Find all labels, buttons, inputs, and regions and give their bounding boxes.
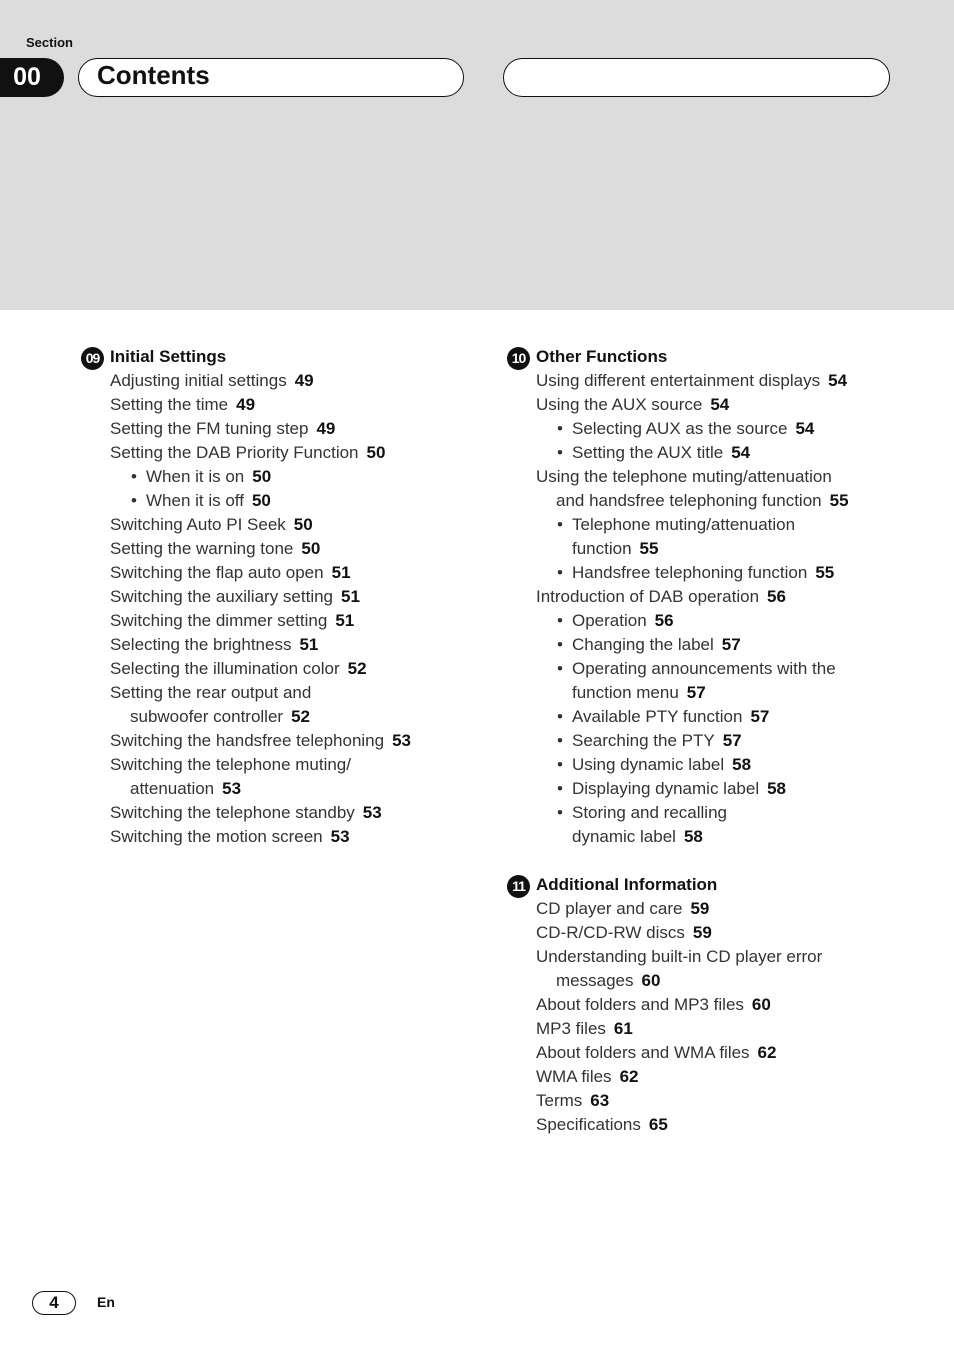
toc-entry-line	[536, 1041, 936, 1065]
toc-entry-text: Setting the AUX title	[572, 443, 724, 462]
toc-page-number: 62	[619, 1067, 639, 1086]
bullet-icon: •	[557, 515, 563, 534]
toc-entry-line	[536, 825, 936, 849]
toc-entry[interactable]	[536, 513, 936, 561]
toc-page-number: 56	[654, 611, 674, 630]
toc-page-number: 65	[648, 1115, 668, 1134]
toc-page-number: 57	[721, 635, 741, 654]
toc-entry-text: and handsfree telephoning function	[556, 491, 822, 510]
toc-entry[interactable]	[110, 561, 510, 585]
toc-page-number: 49	[316, 419, 336, 438]
toc-entry-line	[536, 1113, 936, 1137]
toc-group-title: Additional Information	[536, 875, 718, 894]
toc-entry-line	[110, 681, 510, 705]
toc-entry-text: Operating announcements with the	[572, 659, 836, 678]
toc-entry-text: dynamic label	[572, 827, 676, 846]
bullet-icon: •	[557, 803, 563, 822]
toc-group-title: Initial Settings	[110, 347, 227, 366]
toc-entry[interactable]	[536, 561, 936, 585]
toc-entry[interactable]	[536, 657, 936, 705]
toc-group	[512, 873, 936, 1137]
header-band	[0, 0, 954, 310]
toc-entry-text: About folders and WMA files	[536, 1043, 750, 1062]
toc-group-heading	[511, 345, 936, 369]
toc-group-heading	[85, 345, 510, 369]
toc-entry-text: CD-R/CD-RW discs	[536, 923, 685, 942]
bullet-icon: •	[557, 755, 563, 774]
toc-page-number: 58	[683, 827, 703, 846]
toc-entry-line	[110, 417, 510, 441]
toc-entry-text: Displaying dynamic label	[572, 779, 760, 798]
toc-entry-line	[110, 585, 510, 609]
toc-entry-line	[536, 729, 936, 753]
toc-entry-text: function menu	[572, 683, 679, 702]
toc-entry-line	[536, 417, 936, 441]
toc-entry-line	[110, 489, 510, 513]
toc-entry[interactable]	[110, 609, 510, 633]
toc-entry-text: Switching Auto PI Seek	[110, 515, 286, 534]
toc-group	[511, 345, 936, 849]
toc-entry[interactable]	[536, 1041, 936, 1065]
group-spacer	[536, 849, 936, 873]
toc-entry-line	[110, 561, 510, 585]
toc-page-number: 52	[347, 659, 367, 678]
toc-page-number: 50	[251, 491, 271, 510]
toc-entry-line	[110, 705, 510, 729]
blank-title-box	[503, 58, 890, 97]
toc-entry-text: Using different entertainment displays	[536, 371, 821, 390]
toc-entry-line	[536, 465, 936, 489]
toc-entry-text: Operation	[572, 611, 647, 630]
toc-page-number: 50	[301, 539, 321, 558]
toc-group	[85, 345, 510, 849]
toc-page-number: 55	[815, 563, 835, 582]
toc-entry[interactable]	[536, 1017, 936, 1041]
toc-entry-line	[536, 993, 936, 1017]
toc-entry[interactable]	[536, 777, 936, 801]
toc-entry[interactable]	[536, 801, 936, 849]
bullet-icon: •	[557, 611, 563, 630]
toc-entry-text: Telephone muting/attenuation	[572, 515, 796, 534]
toc-entry-text: Switching the flap auto open	[110, 563, 324, 582]
toc-entry-text: Setting the DAB Priority Function	[110, 443, 359, 462]
toc-page-number: 54	[710, 395, 730, 414]
toc-entry-text: Setting the rear output and	[110, 683, 312, 702]
bullet-icon: •	[557, 635, 563, 654]
toc-entry-line	[110, 633, 510, 657]
toc-entry-text: MP3 files	[536, 1019, 606, 1038]
toc-page-number: 57	[722, 731, 742, 750]
toc-entry-text: Switching the handsfree telephoning	[110, 731, 385, 750]
toc-page-number: 60	[641, 971, 661, 990]
toc-entry[interactable]	[536, 417, 936, 441]
toc-entry[interactable]	[536, 921, 936, 945]
toc-page-number: 59	[692, 923, 712, 942]
toc-entry-text: Storing and recalling	[572, 803, 727, 822]
toc-entry-text: Switching the motion screen	[110, 827, 323, 846]
toc-entry-line	[536, 1089, 936, 1113]
toc-entry-text: Terms	[536, 1091, 583, 1110]
toc-entry-line	[536, 753, 936, 777]
toc-entry[interactable]	[110, 729, 510, 753]
toc-page-number: 57	[686, 683, 706, 702]
toc-entry-line	[536, 945, 936, 969]
bullet-icon: •	[557, 563, 563, 582]
section-number-tab: 00	[0, 58, 64, 97]
toc-page-number: 52	[291, 707, 310, 726]
toc-entry[interactable]	[110, 489, 510, 513]
toc-entry-text: attenuation	[130, 779, 215, 798]
toc-page-number: 51	[335, 611, 355, 630]
toc-page-number: 55	[639, 539, 659, 558]
toc-entry-line	[536, 633, 936, 657]
toc-entry-line	[536, 681, 936, 705]
bullet-icon: •	[557, 659, 563, 678]
toc-entry-text: subwoofer controller	[130, 707, 284, 726]
toc-entry-text: Switching the auxiliary setting	[110, 587, 334, 606]
toc-entry-line	[110, 753, 510, 777]
toc-entry-line	[536, 897, 936, 921]
toc-entry-line	[536, 537, 936, 561]
toc-entry[interactable]	[110, 825, 510, 849]
toc-entry[interactable]	[110, 585, 510, 609]
toc-group-heading	[512, 873, 936, 897]
toc-entry-line	[536, 921, 936, 945]
toc-group-title: Other Functions	[536, 347, 668, 366]
toc-entry[interactable]	[110, 513, 510, 537]
toc-page-number: 59	[690, 899, 710, 918]
toc-entry[interactable]	[536, 1089, 936, 1113]
toc-entry-line	[536, 561, 936, 585]
toc-entry-text: When it is off	[146, 491, 244, 510]
toc-page-number: 58	[732, 755, 752, 774]
toc-entry-line	[536, 393, 936, 417]
toc-entry-line	[536, 969, 936, 993]
toc-entry-text: Setting the warning tone	[110, 539, 294, 558]
toc-entry[interactable]	[110, 441, 510, 465]
bullet-icon: •	[557, 707, 563, 726]
title-box	[78, 58, 464, 97]
language-label: En	[97, 1294, 115, 1310]
toc-entry-text: Using dynamic label	[572, 755, 725, 774]
toc-entry[interactable]	[536, 897, 936, 921]
toc-page-number: 54	[731, 443, 751, 462]
toc-entry-text: CD player and care	[536, 899, 683, 918]
toc-entry-text: Selecting the illumination color	[110, 659, 340, 678]
toc-entry[interactable]	[110, 681, 510, 729]
toc-entry-text: Using the AUX source	[536, 395, 703, 414]
toc-entry[interactable]	[110, 465, 510, 489]
toc-entry-line	[110, 393, 510, 417]
toc-entry[interactable]	[536, 993, 936, 1017]
toc-page-number: 50	[293, 515, 313, 534]
toc-column-left	[85, 345, 510, 849]
toc-entry[interactable]	[110, 753, 510, 801]
toc-entry-text: When it is on	[146, 467, 245, 486]
bullet-icon: •	[557, 779, 563, 798]
toc-entry[interactable]	[536, 441, 936, 465]
bullet-icon: •	[131, 491, 137, 510]
toc-entry[interactable]	[536, 609, 936, 633]
toc-entry-line	[110, 513, 510, 537]
toc-entry-text: Setting the time	[110, 395, 229, 414]
toc-entry-line	[110, 537, 510, 561]
toc-page-number: 51	[341, 587, 360, 606]
toc-entry-line	[536, 609, 936, 633]
toc-entry-line	[110, 777, 510, 801]
toc-page-number: 60	[751, 995, 771, 1014]
toc-entry-text: Searching the PTY	[572, 731, 715, 750]
toc-entry-text: Handsfree telephoning function	[572, 563, 808, 582]
toc-entry-text: Setting the FM tuning step	[110, 419, 309, 438]
toc-page-number: 55	[829, 491, 849, 510]
toc-entry-line	[110, 609, 510, 633]
toc-entry-text: Switching the dimmer setting	[110, 611, 328, 630]
toc-entry-text: Using the telephone muting/attenuation	[536, 467, 832, 486]
toc-entry-text: Selecting the brightness	[110, 635, 292, 654]
toc-entry-line	[536, 777, 936, 801]
toc-entry-text: Understanding built-in CD player error	[536, 947, 823, 966]
toc-entry[interactable]	[536, 705, 936, 729]
bullet-icon: •	[131, 467, 137, 486]
toc-entry[interactable]	[536, 585, 936, 609]
section-number-badge: 09	[81, 347, 104, 370]
toc-entry-line	[110, 441, 510, 465]
toc-entry-line	[536, 369, 936, 393]
toc-entry-text: Available PTY function	[572, 707, 743, 726]
toc-entry-text: function	[572, 539, 632, 558]
toc-entry-text: Adjusting initial settings	[110, 371, 287, 390]
section-label: Section	[26, 35, 73, 50]
toc-entry-text: WMA files	[536, 1067, 612, 1086]
toc-entry-line	[536, 657, 936, 681]
toc-page-number: 51	[331, 563, 351, 582]
toc-entry[interactable]	[536, 753, 936, 777]
bullet-icon: •	[557, 443, 563, 462]
toc-page-number: 53	[222, 779, 242, 798]
toc-entry[interactable]	[536, 393, 936, 417]
toc-entry[interactable]	[110, 417, 510, 441]
toc-entry-text: Introduction of DAB operation	[536, 587, 760, 606]
toc-entry[interactable]	[536, 465, 936, 513]
toc-entry-line	[536, 1017, 936, 1041]
toc-page-number: 50	[252, 467, 272, 486]
toc-entry-text: Changing the label	[572, 635, 714, 654]
toc-entry[interactable]	[536, 369, 936, 393]
toc-entry[interactable]	[110, 657, 510, 681]
toc-entry[interactable]	[110, 393, 510, 417]
toc-page-number: 58	[767, 779, 787, 798]
toc-page-number: 53	[392, 731, 412, 750]
toc-entry-line	[536, 513, 936, 537]
toc-page-number: 54	[828, 371, 848, 390]
toc-entry-text: Switching the telephone standby	[110, 803, 355, 822]
toc-entry-line	[110, 729, 510, 753]
toc-entry[interactable]	[110, 801, 510, 825]
toc-entry-line	[110, 657, 510, 681]
page-number: 4	[32, 1291, 76, 1315]
toc-entry[interactable]	[110, 369, 510, 393]
toc-entry[interactable]	[536, 1065, 936, 1089]
toc-entry-line	[536, 1065, 936, 1089]
toc-entry-line	[536, 489, 936, 513]
toc-page-number: 61	[613, 1019, 633, 1038]
toc-entry-line	[536, 585, 936, 609]
toc-page-number: 49	[294, 371, 314, 390]
toc-page-number: 50	[366, 443, 386, 462]
toc-entry-line	[110, 801, 510, 825]
toc-entry-line	[536, 441, 936, 465]
toc-entry-text: Switching the telephone muting/	[110, 755, 351, 774]
section-number-badge: 11	[507, 875, 530, 898]
toc-entry-text: Specifications	[536, 1115, 641, 1134]
toc-entry-line	[536, 705, 936, 729]
page-title: Contents	[97, 60, 210, 90]
bullet-icon: •	[557, 731, 563, 750]
toc-page-number: 54	[795, 419, 815, 438]
toc-page-number: 51	[299, 635, 319, 654]
toc-page-number: 62	[757, 1043, 777, 1062]
toc-entry-line	[110, 825, 510, 849]
toc-entry-line	[110, 465, 510, 489]
toc-column-right	[511, 345, 936, 1137]
toc-page-number: 49	[236, 395, 256, 414]
toc-page-number: 56	[767, 587, 786, 606]
toc-page-number: 63	[590, 1091, 610, 1110]
toc-entry-line	[110, 369, 510, 393]
toc-entry-line	[536, 801, 936, 825]
toc-page-number: 53	[362, 803, 382, 822]
toc-entry[interactable]	[536, 1113, 936, 1137]
toc-entry[interactable]	[536, 633, 936, 657]
section-number-badge: 10	[507, 347, 530, 370]
toc-page-number: 57	[750, 707, 770, 726]
toc-page-number: 53	[330, 827, 350, 846]
toc-entry[interactable]	[536, 945, 936, 993]
bullet-icon: •	[557, 419, 563, 438]
toc-entry-text: messages	[556, 971, 634, 990]
toc-entry[interactable]	[110, 633, 510, 657]
toc-entry-text: About folders and MP3 files	[536, 995, 744, 1014]
toc-entry[interactable]	[110, 537, 510, 561]
toc-entry[interactable]	[536, 729, 936, 753]
toc-entry-text: Selecting AUX as the source	[572, 419, 788, 438]
